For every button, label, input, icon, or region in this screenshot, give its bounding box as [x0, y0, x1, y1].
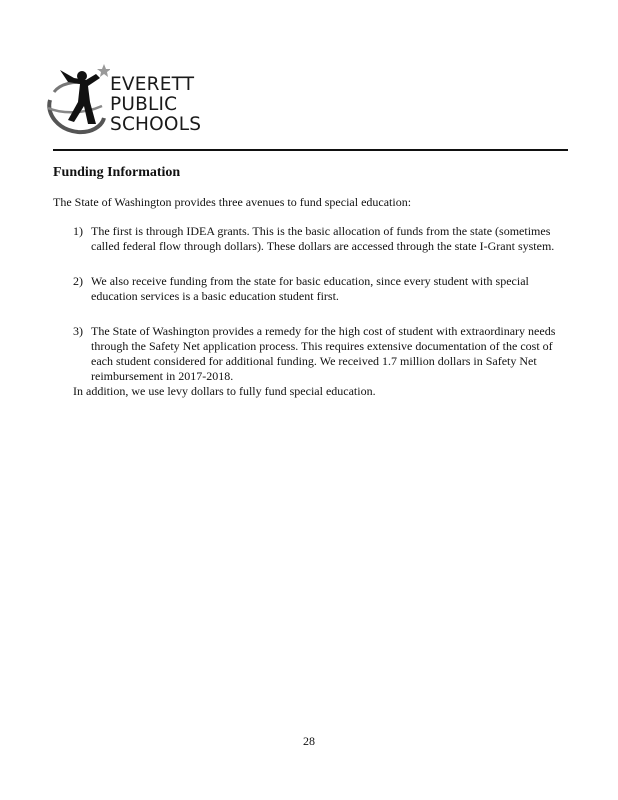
page-number: 28: [303, 734, 315, 748]
page-title: Funding Information: [53, 165, 181, 180]
funding-avenues-list: [73, 224, 573, 404]
item-number: 1): [73, 224, 83, 238]
list-item: [73, 274, 573, 304]
header-divider: [53, 149, 568, 151]
runner-globe-icon: [44, 62, 110, 138]
item-text: The first is through IDEA grants. This is the basic allocation of funds from the state (sometimes called federal flow through dollars). These dollars are accessed through the state I-Grant system.: [91, 224, 555, 253]
list-item: [73, 324, 573, 384]
district-logo: [44, 62, 224, 138]
closing-paragraph: In addition, we use levy dollars to fully fund special education.: [73, 384, 376, 398]
item-number: 2): [73, 274, 83, 288]
intro-paragraph: The State of Washington provides three avenues to fund special education:: [53, 195, 412, 209]
item-text: The State of Washington provides a remedy for the high cost of student with extraordinary needs through the Safety Net application process. This requires extensive documentation of the cost of each student considered for additional funding. We received 1.7 million dollars in Safety Net reimbursement in 2017-2018.: [91, 324, 556, 383]
list-item: [73, 224, 573, 254]
logo-line-1: EVERETT: [110, 74, 195, 95]
item-text: We also receive funding from the state for basic education, since every student with special education services is a basic education student first.: [91, 274, 529, 303]
logo-line-3: SCHOOLS: [110, 114, 202, 135]
logo-line-2: PUBLIC: [110, 94, 178, 115]
item-number: 3): [73, 324, 83, 338]
